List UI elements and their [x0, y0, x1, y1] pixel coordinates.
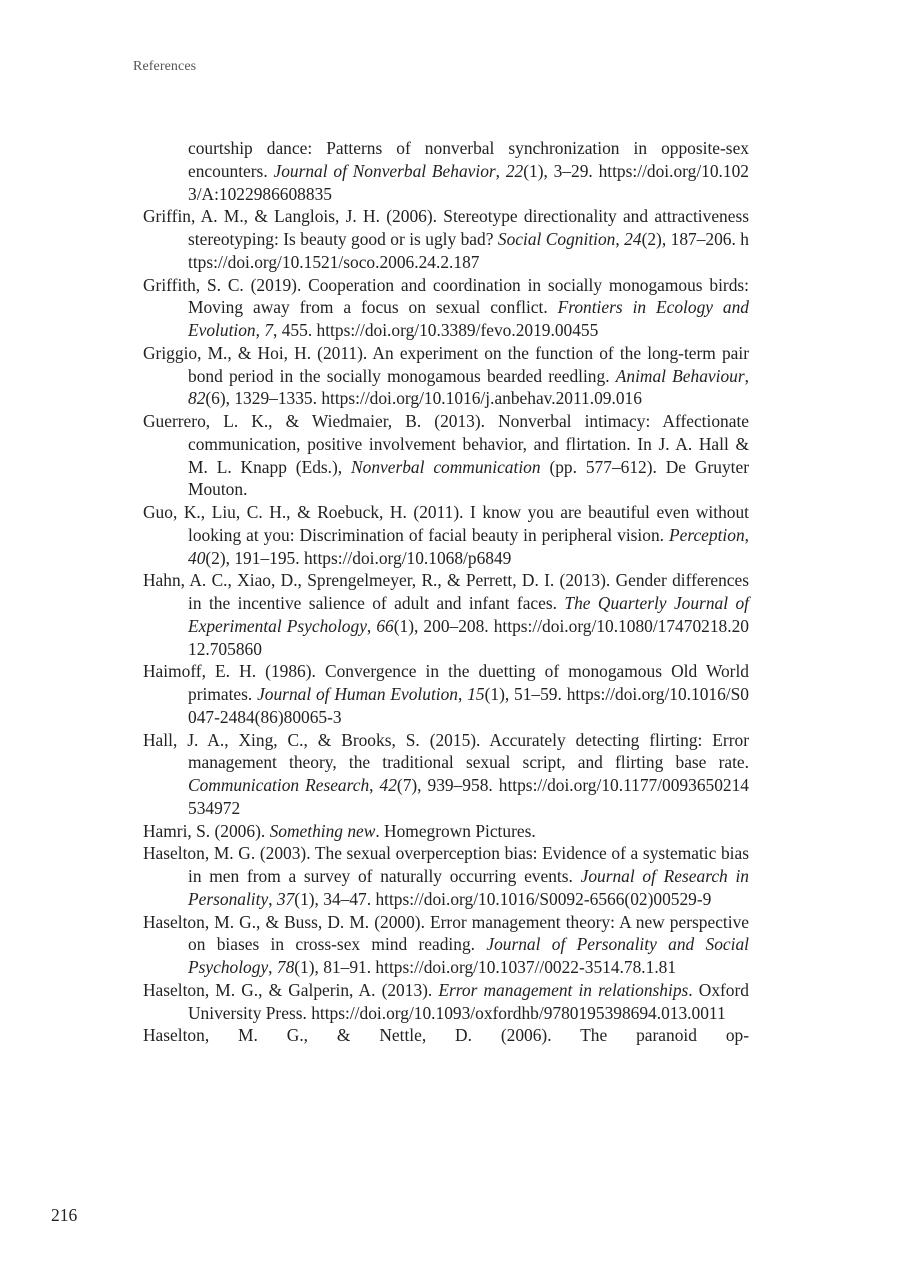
reference-entry: Griggio, M., & Hoi, H. (2011). An experiment on the function of the long-term pair bond period in the socially monogamous bearded reedling. Animal Behaviour, 82(6), 1329–1335. https://doi.org/10.1016/j.anbehav.2011.09.016 [143, 342, 749, 409]
doi-link[interactable]: https://doi.org/10.3389/fevo.2019.00455 [316, 320, 599, 340]
reference-entry: Haselton, M. G., & Nettle, D. (2006). The paranoid op- [143, 1025, 749, 1046]
reference-entry: Hamri, S. (2006). Something new. Homegrown Pictures. [143, 820, 536, 841]
reference-entry: Griffin, A. M., & Langlois, J. H. (2006). Stereotype directionality and attractiveness stereotyping: Is beauty good or is ugly bad? Social Cognition, 24(2), 187–206. https://doi.org/10.1521/soco.2006.24.2.187 [143, 206, 749, 272]
reference-entry: courtship dance: Patterns of nonverbal synchronization in opposite-sex encounters. Journal of Nonverbal Behavior, 22(1), 3–29. https://doi.org/10.1023/A:1022986608835 [188, 138, 749, 204]
reference-entry: Guo, K., Liu, C. H., & Roebuck, H. (2011). I know you are beautiful even without looking at you: Discrimination of facial beauty in peripheral vision. Perception, 40(2), 191–195. https://doi.org/10.1068/p6849 [143, 502, 749, 568]
doi-link[interactable]: https://doi.org/10.1080/17470218.2012.705860 [188, 615, 749, 659]
reference-entry: Griffith, S. C. (2019). Cooperation and coordination in socially monogamous birds: Moving away from a focus on sexual conflict. Frontiers in Ecology and Evolution, 7, 455. https://doi.org/10.3389/fevo.2019.00455 [143, 274, 749, 340]
reference-entry: Haselton, M. G., & Buss, D. M. (2000). Error management theory: A new perspective on biases in cross-sex mind reading. Journal of Personality and Social Psychology, 78(1), 81–91. https://doi.org/10.1037//0022-3514.78.1.81 [143, 911, 750, 977]
reference-entry: Haimoff, E. H. (1986). Convergence in the duetting of monogamous Old World primates. Journal of Human Evolution, 15(1), 51–59. https://doi.org/10.1016/S0047-2484(86)80065-3 [143, 661, 749, 727]
reference-entry: Hahn, A. C., Xiao, D., Sprengelmeyer, R., & Perrett, D. I. (2013). Gender differences in the incentive salience of adult and infant faces. The Quarterly Journal of Experimental Psychology, 66(1), 200–208. https://doi.org/10.1080/17470218.2012.705860 [143, 570, 750, 659]
running-header: References [133, 59, 197, 74]
page-number: 216 [51, 1205, 78, 1225]
doi-link[interactable]: https://doi.org/10.1016/S0092-6566(02)00529-9 [375, 888, 712, 909]
doi-link[interactable]: https://doi.org/10.1016/S0047-2484(86)80065-3 [188, 684, 749, 727]
doi-link[interactable]: https://doi.org/10.1177/0093650214534972 [188, 775, 749, 818]
doi-link[interactable]: https://doi.org/10.1016/j.anbehav.2011.09.016 [321, 388, 642, 409]
reference-entry: Hall, J. A., Xing, C., & Brooks, S. (2015). Accurately detecting flirting: Error management theory, the traditional sexual script, and flirting base rate. Communication Research, 42(7), 939–958. https://doi.org/10.1177/0093650214534972 [143, 729, 749, 818]
reference-entry: Guerrero, L. K., & Wiedmaier, B. (2013). Nonverbal intimacy: Affectionate communication, positive involvement behavior, and flirtation. In J. A. Hall & M. L. Knapp (Eds.), Nonverbal communication (pp. 577–612). De Gruyter Mouton. [143, 411, 749, 500]
doi-link[interactable]: https://doi.org/10.1521/soco.2006.24.2.187 [188, 229, 749, 272]
doi-link[interactable]: https://doi.org/10.1093/oxfordhb/9780195398694.013.0011 [311, 1002, 726, 1023]
reference-list [143, 137, 749, 1047]
reference-entry: Haselton, M. G. (2003). The sexual overperception bias: Evidence of a systematic bias in men from a survey of naturally occurring events. Journal of Research in Personality, 37(1), 34–47. https://doi.org/10.1016/S0092-6566(02)00529-9 [143, 843, 749, 909]
doi-link[interactable]: https://doi.org/10.1023/A:1022986608835 [188, 160, 749, 204]
doi-link[interactable]: https://doi.org/10.1068/p6849 [303, 547, 512, 568]
doi-link[interactable]: https://doi.org/10.1037//0022-3514.78.1.81 [375, 957, 677, 977]
reference-entry: Haselton, M. G., & Galperin, A. (2013). Error management in relationships. Oxford University Press. https://doi.org/10.1093/oxfordhb/9780195398694.013.0011 [143, 979, 749, 1023]
